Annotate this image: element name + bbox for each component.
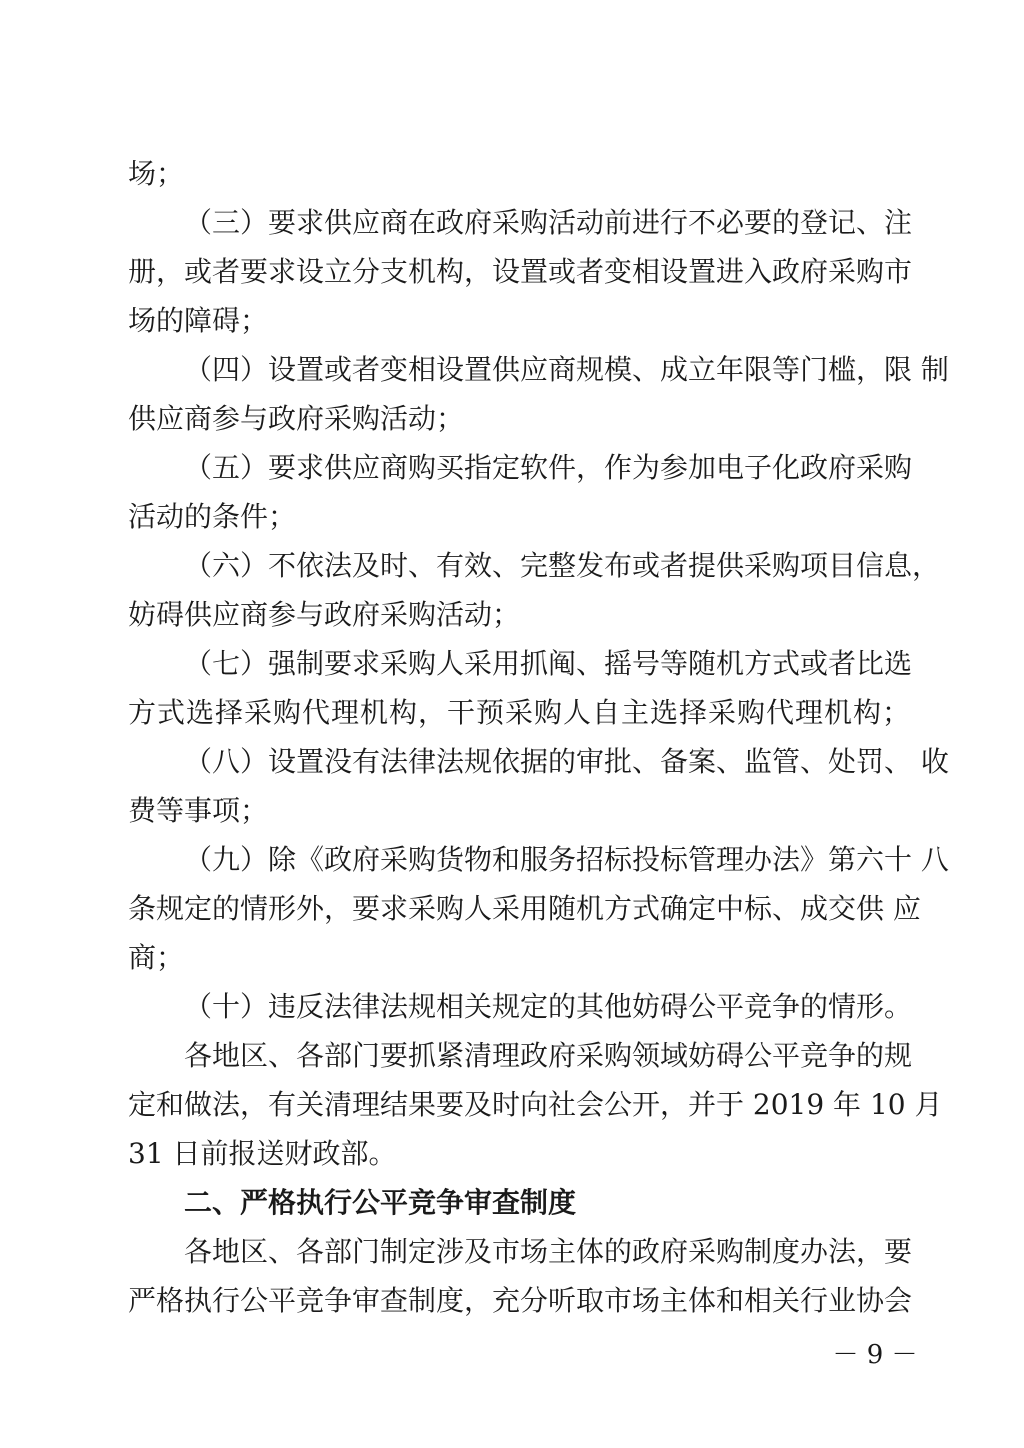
- text-line: 费等事项；: [128, 794, 269, 827]
- text-line: 定和做法，有关清理结果要及时向社会公开，并于 2019 年 10 月: [128, 1088, 943, 1121]
- text-line: 各地区、各部门制定涉及市场主体的政府采购制度办法，要: [184, 1235, 913, 1268]
- text-line: 妨碍供应商参与政府采购活动；: [128, 598, 521, 631]
- text-line: 商；: [128, 941, 185, 974]
- text-line: 方式选择采购代理机构，干预采购人自主选择采购代理机构；: [128, 696, 910, 729]
- section-heading: 二、严格执行公平竞争审查制度: [184, 1186, 577, 1219]
- text-line: （四）设置或者变相设置供应商规模、成立年限等门槛，限 制: [184, 353, 949, 386]
- text-line: 场；: [128, 157, 185, 190]
- text-line: （八）设置没有法律法规依据的审批、备案、监管、处罚、 收: [184, 745, 949, 778]
- text-line: （九）除《政府采购货物和服务招标投标管理办法》第六十 八: [184, 843, 949, 876]
- text-line: （十）违反法律法规相关规定的其他妨碍公平竞争的情形。: [184, 990, 913, 1023]
- text-line: （三）要求供应商在政府采购活动前进行不必要的登记、注: [184, 206, 913, 239]
- text-line: 条规定的情形外，要求采购人采用随机方式确定中标、成交供 应: [128, 892, 921, 925]
- page-number: － 9 －: [832, 1340, 918, 1370]
- text-line: 场的障碍；: [128, 304, 269, 337]
- text-line: （五）要求供应商购买指定软件，作为参加电子化政府采购: [184, 451, 913, 484]
- text-line: （七）强制要求采购人采用抓阄、摇号等随机方式或者比选: [184, 647, 913, 680]
- text-line: 31 日前报送财政部。: [128, 1137, 397, 1170]
- text-line: （六）不依法及时、有效、完整发布或者提供采购项目信息，: [184, 549, 941, 582]
- text-line: 供应商参与政府采购活动；: [128, 402, 465, 435]
- text-line: 活动的条件；: [128, 500, 297, 533]
- text-line: 严格执行公平竞争审查制度，充分听取市场主体和相关行业协会: [128, 1284, 913, 1317]
- text-line: 各地区、各部门要抓紧清理政府采购领域妨碍公平竞争的规: [184, 1039, 913, 1072]
- text-line: 册，或者要求设立分支机构，设置或者变相设置进入政府采购市: [128, 255, 913, 288]
